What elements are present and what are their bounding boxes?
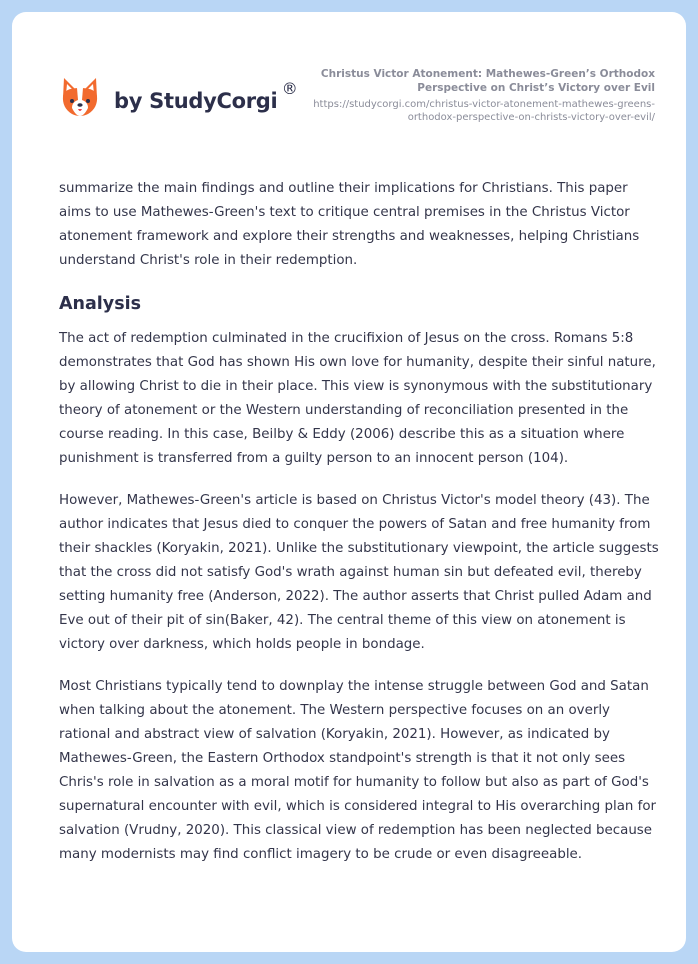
document-body	[59, 177, 659, 885]
body-paragraph: However, Mathewes-Green's article is based on Christus Victor's model theory (43). The author indicates that Jesus died to conquer the powers of Satan and free humanity from their shackles (Koryakin, 2021). Unlike the substitutionary viewpoint, the article suggests that the cross did not satisfy God's wrath against human sin but defeated evil, thereby setting humanity free (Anderson, 2022). The author asserts that Christ pulled Adam and Eve out of their pit of sin(Baker, 42). The central theme of this view on atonement is victory over darkness, which holds people in bondage.	[59, 493, 659, 652]
intro-paragraph: summarize the main findings and outline their implications for Christians. This paper aims to use Mathewes-Green's text to critique central premises in the Christus Victor atonement framework and explore their strengths and weaknesses, helping Christians understand Christ's role in their redemption.	[59, 181, 640, 268]
registered-mark: ®	[281, 79, 298, 98]
section-heading: Analysis	[59, 294, 142, 314]
body-paragraph: Most Christians typically tend to downplay the intense struggle between God and Satan when talking about the atonement. The Western perspective focuses on an overly rational and abstract view of salvation (Koryakin, 2021). However, as indicated by Mathewes-Green, the Eastern Orthodox standpoint's strength is that it not only sees Chris's role in salvation as a moral motif for humanity to follow but also as part of God's supernatural encounter with evil, which is considered integral to His overarching plan for salvation (Vrudny, 2020). This classical view of redemption has been neglected because many modernists may find conflict imagery to be crude or even disagreeable.	[59, 679, 657, 862]
document-page	[12, 12, 686, 952]
corgi-logo-icon	[60, 76, 100, 120]
document-title: Christus Victor Atonement: Mathewes-Green’s Orthodox Perspective on Christ’s Victory over Evil	[320, 68, 655, 94]
brand-name: by StudyCorgi ®	[114, 79, 298, 113]
body-paragraph: The act of redemption culminated in the crucifixion of Jesus on the cross. Romans 5:8 demonstrates that God has shown His own love for humanity, despite their sinful nature, by allowing Christ to die in their place. This view is synonymous with the substitutionary theory of atonement or the Western understanding of reconciliation presented in the course reading. In this case, Beilby & Eddy (2006) describe this as a situation where punishment is transferred from a guilty person to an innocent person (104).	[59, 331, 656, 466]
document-meta	[295, 67, 655, 124]
page-header	[12, 12, 686, 142]
document-url[interactable]: https://studycorgi.com/christus-victor-atonement-mathewes-greens-orthodox-perspective-on-christs-victory-over-evil/	[313, 99, 655, 123]
studycorgi-logo[interactable]	[60, 76, 298, 120]
